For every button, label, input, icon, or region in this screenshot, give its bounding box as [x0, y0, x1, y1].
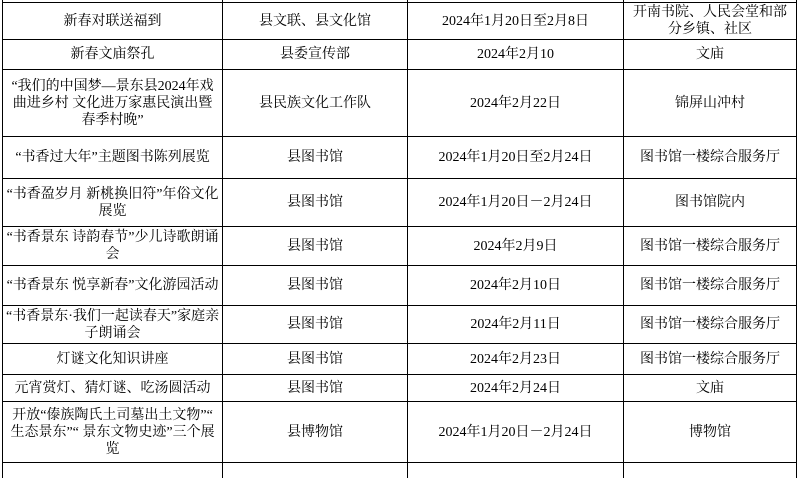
cell-activity-name: “我们的中国梦—景东县2024年戏曲进乡村 文化进万家惠民演出暨春季村晚” [3, 70, 223, 137]
cell-activity-name: 新春对联送福到 [3, 3, 223, 40]
cell-activity-name: 新春文庙祭孔 [3, 40, 223, 70]
cell-date: 2024年1月20日至2月8日 [408, 3, 624, 40]
cell-date: 2024年2月23日 [408, 344, 624, 375]
cell-organizer: 县委宣传部 [223, 40, 408, 70]
cell-activity-name: “书香过大年”主题图书陈列展览 [3, 137, 223, 179]
partial-row-bottom [3, 463, 797, 478]
cell-location: 开南书院、人民会堂和部分乡镇、社区 [624, 3, 797, 40]
table-row [3, 344, 797, 375]
cell-date: 2024年1月20日－2月24日 [408, 402, 624, 463]
cell-date: 2024年2月10日 [408, 266, 624, 306]
table-row [3, 306, 797, 344]
cell-activity-name: “书香景东 诗韵春节”少儿诗歌朗诵会 [3, 227, 223, 266]
table-row [3, 179, 797, 227]
cell-activity-name: 灯谜文化知识讲座 [3, 344, 223, 375]
cell-organizer: 县博物馆 [223, 402, 408, 463]
cell-organizer: 县图书馆 [223, 375, 408, 402]
cell-organizer: 县图书馆 [223, 306, 408, 344]
cell-location: 图书馆一楼综合服务厅 [624, 227, 797, 266]
table-row [3, 402, 797, 463]
cell-activity-name: “书香景东·我们一起读春天”家庭亲子朗诵会 [3, 306, 223, 344]
cell-organizer: 县文联、县文化馆 [223, 3, 408, 40]
cell-location: 图书馆一楼综合服务厅 [624, 137, 797, 179]
table-row [3, 3, 797, 40]
cell-activity-name: 元宵赏灯、猜灯谜、吃汤圆活动 [3, 375, 223, 402]
table-row [3, 375, 797, 402]
cell-location: 图书馆院内 [624, 179, 797, 227]
cell-organizer: 县图书馆 [223, 266, 408, 306]
table-row [3, 40, 797, 70]
cell-location: 博物馆 [624, 402, 797, 463]
cell-date: 2024年2月10 [408, 40, 624, 70]
cell-location: 锦屏山冲村 [624, 70, 797, 137]
table-row [3, 70, 797, 137]
cell-date: 2024年2月9日 [408, 227, 624, 266]
cell-date: 2024年2月24日 [408, 375, 624, 402]
cell-date: 2024年1月20日－2月24日 [408, 179, 624, 227]
cell-activity-name: “书香景东 悦享新春”文化游园活动 [3, 266, 223, 306]
cell-date: 2024年1月20日至2月24日 [408, 137, 624, 179]
cell-organizer: 县民族文化工作队 [223, 70, 408, 137]
events-table [2, 0, 797, 478]
cell-date: 2024年2月22日 [408, 70, 624, 137]
cell-date: 2024年2月11日 [408, 306, 624, 344]
cell-organizer: 县图书馆 [223, 179, 408, 227]
cell-location: 图书馆一楼综合服务厅 [624, 306, 797, 344]
cell-organizer: 县图书馆 [223, 344, 408, 375]
cell-organizer: 县图书馆 [223, 137, 408, 179]
cell-activity-name: “书香盈岁月 新桃换旧符”年俗文化展览 [3, 179, 223, 227]
cell-location: 图书馆一楼综合服务厅 [624, 266, 797, 306]
cell-activity-name: 开放“傣族陶氏土司墓出土文物”“ 生态景东”“ 景东文物史迹”三个展览 [3, 402, 223, 463]
cell-location: 文庙 [624, 40, 797, 70]
table-row [3, 227, 797, 266]
table-row [3, 266, 797, 306]
table-row [3, 137, 797, 179]
cell-location: 图书馆一楼综合服务厅 [624, 344, 797, 375]
cell-organizer: 县图书馆 [223, 227, 408, 266]
cell-location: 文庙 [624, 375, 797, 402]
